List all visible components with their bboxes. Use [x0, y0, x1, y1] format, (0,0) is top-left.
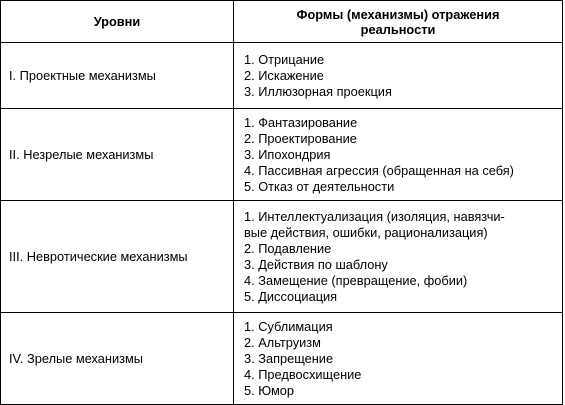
form-item: 1. Отрицание	[244, 51, 325, 67]
forms-cell	[234, 109, 563, 201]
form-item: 4. Предвосхищение	[244, 366, 362, 382]
forms-cell	[234, 201, 563, 313]
form-item: 2. Подавление	[244, 240, 332, 256]
form-item: 3. Иллюзорная проекция	[244, 83, 392, 99]
form-item: 5. Юмор	[244, 382, 295, 398]
level-cell: I. Проектные механизмы	[1, 43, 234, 109]
header-row	[1, 1, 563, 43]
form-item: 4. Замещение (превращение, фобии)	[244, 272, 468, 288]
level-cell: II. Незрелые механизмы	[1, 109, 234, 201]
table-row	[1, 43, 563, 109]
table-row	[1, 109, 563, 201]
header-forms-text: Формы (механизмы) отражения реальности	[296, 6, 500, 37]
form-item: 3. Действия по шаблону	[244, 256, 388, 272]
forms-cell	[234, 43, 563, 109]
forms-cell	[234, 313, 563, 405]
level-cell: IV. Зрелые механизмы	[1, 313, 234, 405]
form-item: 3. Запрещение	[244, 350, 334, 366]
level-cell: III. Невротические механизмы	[1, 201, 234, 313]
form-item: 5. Диссоциация	[244, 288, 338, 304]
header-forms	[234, 1, 563, 43]
form-item: 4. Пассивная агрессия (обращенная на себя)	[244, 162, 514, 178]
form-item: 3. Ипохондрия	[244, 146, 331, 162]
form-item: 1. Фантазирование	[244, 114, 358, 130]
form-item: 1. Интеллектуализация (изоляция, навязчи-	[244, 208, 505, 224]
form-item: вые действия, ошибки, рационализация)	[244, 224, 488, 240]
table-row	[1, 313, 563, 405]
form-item: 1. Сублимация	[244, 318, 333, 334]
header-levels: Уровни	[1, 1, 234, 43]
form-item: 2. Проектирование	[244, 130, 357, 146]
table-row	[1, 201, 563, 313]
form-item: 2. Искажение	[244, 67, 324, 83]
form-item: 5. Отказ от деятельности	[244, 178, 395, 194]
form-item: 2. Альтруизм	[244, 334, 321, 350]
